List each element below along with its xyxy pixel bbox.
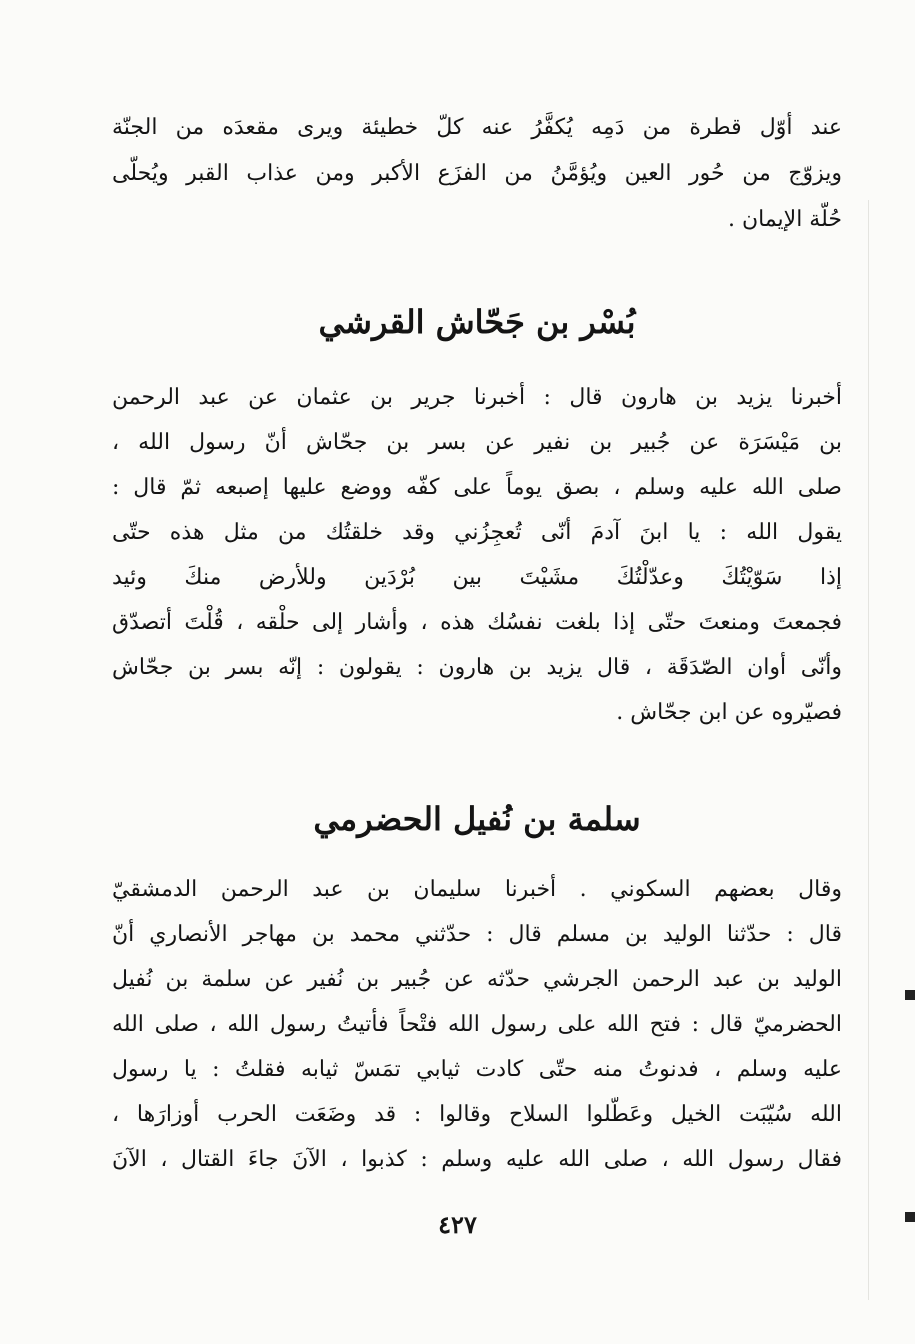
page-fold-line — [868, 200, 869, 1300]
edge-mark — [905, 1212, 915, 1222]
text-line: إذا سَوّيْتُكَ وعدّلْتُكَ مشَيْتَ بين بُرْدَين وللأرض منكَ وئيد — [112, 565, 842, 590]
text-line: بن مَيْسَرَة عن جُبير بن نفير عن بسر بن جحّاش أنّ رسول الله ، — [112, 430, 842, 455]
text-line: وأنّى أوان الصّدَقَة ، قال يزيد بن هارون : يقولون : إنّه بسر بن جحّاش — [112, 655, 842, 680]
text-line: أخبرنا يزيد بن هارون قال : أخبرنا جرير بن عثمان عن عبد الرحمن — [112, 385, 842, 410]
section-paragraph — [112, 380, 842, 731]
text-line: فصيّروه عن ابن جحّاش . — [616, 700, 842, 725]
edge-mark — [905, 990, 915, 1000]
text-line: قال : حدّثنا الوليد بن مسلم قال : حدّثني محمد بن مهاجر الأنصاري أنّ — [112, 922, 842, 947]
text-line: فجمعتَ ومنعتَ حتّى إذا بلغت نفسُك هذه ، وأشار إلى حلْقه ، قُلْتَ أتصدّق — [112, 610, 842, 635]
text-line: عليه وسلم ، فدنوتُ منه حتّى كادت ثيابي تمَسّ ثيابه فقلتُ : يا رسول — [112, 1057, 842, 1082]
intro-paragraph — [112, 110, 842, 238]
section-heading: سلمة بن نُفيل الحضرمي — [313, 800, 641, 838]
text-line: الحضرميّ قال : فتح الله على رسول الله فتْحاً فأتيتُ رسول الله ، صلى الله — [112, 1012, 842, 1037]
text-line: عند أوّل قطرة من دَمِه يُكفَّرُ عنه كلّ خطيئة ويرى مقعدَه من الجنّة — [112, 115, 842, 140]
section-heading: بُسْر بن جَحّاش القرشي — [318, 303, 636, 341]
text-line: حُلّة الإيمان . — [727, 207, 842, 232]
text-line: يقول الله : يا ابنَ آدمَ أنّى تُعجِزُني وقد خلقتُك من مثل هذه حتّى — [112, 520, 842, 545]
section-paragraph — [112, 872, 842, 1178]
text-line: الوليد بن عبد الرحمن الجرشي حدّثه عن جُبير بن نُفير عن سلمة بن نُفيل — [112, 967, 842, 992]
text-line: فقال رسول الله ، صلى الله عليه وسلم : كذبوا ، الآنَ جاءَ القتال ، الآنَ — [112, 1147, 842, 1172]
page-number: ٤٢٧ — [438, 1210, 477, 1239]
text-line: ويزوّج من حُور العين ويُؤمَّنُ من الفزَع الأكبر ومن عذاب القبر ويُحلّى — [112, 161, 842, 186]
text-line: الله سُيّبَت الخيل وعَطّلوا السلاح وقالوا : قد وضَعَت الحرب أوزارَها ، — [112, 1102, 842, 1127]
text-line: صلى الله عليه وسلم ، بصق يوماً على كفّه ووضع عليها إصبعه ثمّ قال : — [112, 475, 842, 500]
text-line: وقال بعضهم السكوني . أخبرنا سليمان بن عبد الرحمن الدمشقيّ — [112, 877, 842, 902]
